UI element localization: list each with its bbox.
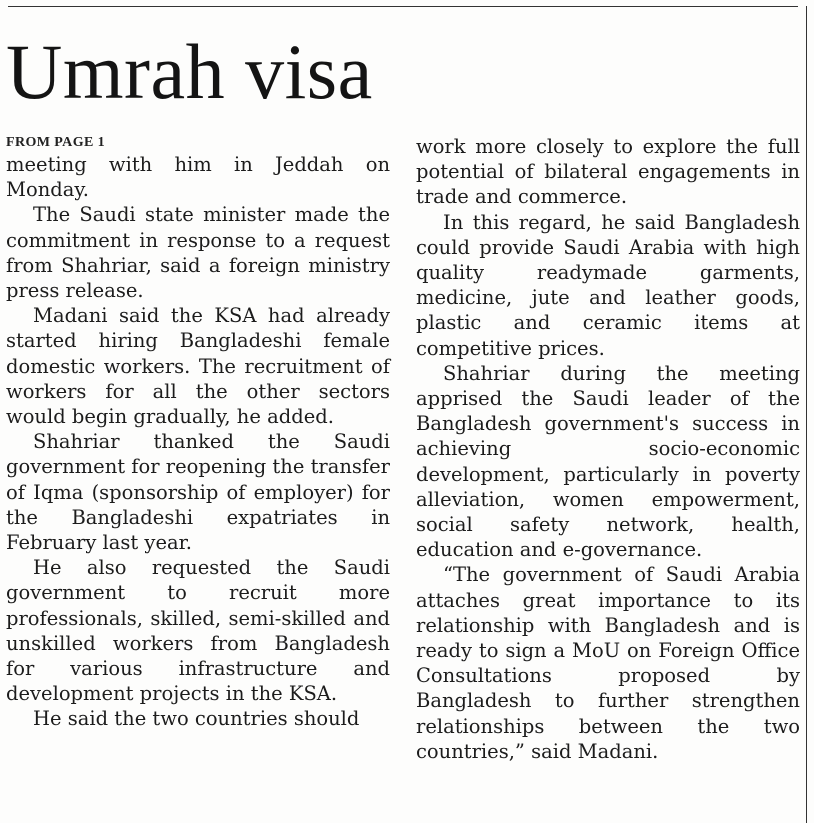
paragraph: meeting with him in Jeddah on Monday. — [6, 153, 390, 202]
headline: Umrah visa — [6, 28, 373, 115]
right-column — [416, 134, 800, 764]
top-rule — [8, 6, 798, 7]
paragraph: Shahriar during the meeting apprised the Saudi leader of the Bangladesh government's success in achieving socio-economic development, particularly in poverty alleviation, women empowerment, social safety network, health, education and e-governance. — [416, 361, 800, 562]
paragraph: Shahriar thanked the Saudi government for reopening the transfer of Iqma (sponsorship of employer) for the Bangladeshi expatriates in February last year. — [6, 430, 390, 555]
paragraph: “The government of Saudi Arabia attaches great importance to its relationship with Bangladesh and is ready to sign a MoU on Foreign Office Consultations proposed by Bangladesh to further strengthen relationships between the two countries,” said Madani. — [416, 563, 800, 763]
left-column — [6, 134, 390, 732]
paragraph: Madani said the KSA had already started hiring Bangladeshi female domestic workers. The recruitment of workers for all the other sectors would begin gradually, he added. — [6, 304, 390, 429]
kicker: FROM PAGE 1 — [6, 135, 106, 150]
paragraph: work more closely to explore the full potential of bilateral engagements in trade and commerce. — [416, 135, 800, 209]
paragraph: The Saudi state minister made the commitment in response to a request from Shahriar, said a foreign ministry press release. — [6, 203, 390, 303]
paragraph: He also requested the Saudi government to recruit more professionals, skilled, semi-skilled and unskilled workers from Bangladesh for various infrastructure and development projects in the KSA. — [6, 556, 390, 706]
column-rule — [806, 6, 807, 823]
paragraph: He said the two countries should — [33, 707, 360, 731]
paragraph: In this regard, he said Bangladesh could provide Saudi Arabia with high quality readymade garments, medicine, jute and leather goods, plastic and ceramic items at competitive prices. — [416, 210, 800, 360]
